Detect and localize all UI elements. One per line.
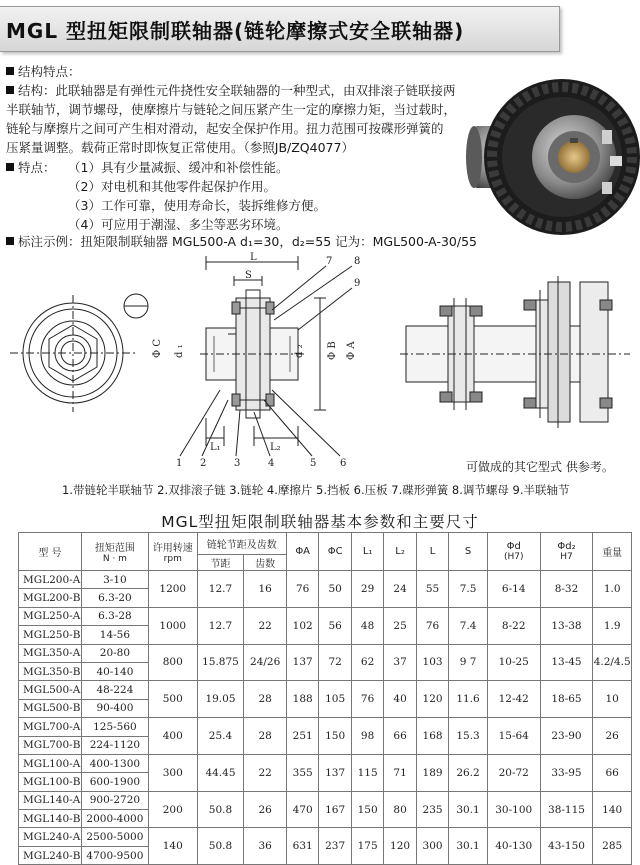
cell-torque: 2000-4000 [81,810,148,828]
cell-L1: 29 [351,571,383,608]
cell-torque: 125-560 [81,718,148,736]
alternative-form-view [400,276,630,428]
cell-d2: 38-115 [540,791,593,828]
cell-d2: 18-65 [540,681,593,718]
cell-model: MGL100-A [19,754,82,772]
cell-weight: 10 [593,681,632,718]
cell-pitch: 25.4 [197,718,244,755]
cell-L1: 48 [351,607,383,644]
cell-d1: 12-42 [487,681,540,718]
cell-teeth: 22 [244,607,287,644]
cell-torque: 400-1300 [81,754,148,772]
table-row [19,828,632,846]
square-bullet-icon [6,163,14,171]
cell-model: MGL140-B [19,810,82,828]
cell-A: 188 [286,681,318,718]
cell-weight: 140 [593,791,632,828]
cell-d2: 8-32 [540,571,593,608]
cell-model: MGL240-B [19,846,82,864]
cell-L: 235 [416,791,448,828]
col-S: S [449,533,488,571]
cell-pitch: 15.875 [197,644,244,681]
cell-L2: 37 [384,644,416,681]
cell-A: 355 [286,754,318,791]
cell-torque: 20-80 [81,644,148,662]
cell-speed: 300 [148,754,197,791]
intro-line: 链轮与摩擦片之间可产生相对滑动，起安全保护作用。扭力范围可按碟形弹簧的 [6,121,444,136]
col-d1: Φd (H7) [487,533,540,571]
dim-label-d2: d ₂ [294,344,305,358]
cell-L: 55 [416,571,448,608]
cell-L2: 80 [384,791,416,828]
coupling-product-photo [462,72,634,242]
dim-label-d1: d ₁ [174,344,185,358]
cell-weight: 26 [593,718,632,755]
structure-description [6,81,464,157]
cell-model: MGL500-A [19,681,82,699]
cell-pitch: 12.7 [197,607,244,644]
col-phiA: ΦA [286,533,318,571]
table-row [19,754,632,772]
cell-speed: 1000 [148,607,197,644]
intro-heading: 结构特点： [6,62,81,81]
cell-L1: 76 [351,681,383,718]
cell-S: 11.6 [449,681,488,718]
col-d2: Φd₂ H7 [540,533,593,571]
cell-teeth: 22 [244,754,287,791]
cell-teeth: 28 [244,718,287,755]
cell-teeth: 16 [244,571,287,608]
cell-d1: 15-64 [487,718,540,755]
table-row [19,718,632,736]
cell-torque: 48-224 [81,681,148,699]
cell-model: MGL250-A [19,607,82,625]
col-L: L [416,533,448,571]
cell-teeth: 28 [244,681,287,718]
cell-speed: 500 [148,681,197,718]
cell-d1: 10-25 [487,644,540,681]
cell-model: MGL350-B [19,662,82,680]
parts-legend: 1.带链轮半联轴节 2.双排滚子链 3.链轮 4.摩擦片 5.挡板 6.压板 7.碟形弹簧 8.调节螺母 9.半联轴节 [62,483,570,497]
cell-A: 137 [286,644,318,681]
cell-C: 137 [319,754,351,791]
features-list [6,158,466,234]
cell-L2: 24 [384,571,416,608]
cell-teeth: 24/26 [244,644,287,681]
cell-A: 76 [286,571,318,608]
dim-label-S: S [245,270,252,281]
cell-d1: 6-14 [487,571,540,608]
cell-A: 102 [286,607,318,644]
cell-speed: 400 [148,718,197,755]
page-title: MGL 型扭矩限制联轴器(链轮摩擦式安全联轴器) [6,18,465,43]
cell-A: 631 [286,828,318,865]
cell-L: 189 [416,754,448,791]
square-bullet-icon [6,237,14,245]
cell-C: 72 [319,644,351,681]
cell-S: 9 7 [449,644,488,681]
cell-torque: 6.3-28 [81,607,148,625]
cell-model: MGL250-B [19,626,82,644]
cell-torque: 90-400 [81,699,148,717]
feature-item: （3）工作可靠，使用寿命长，装拆维修方便。 [68,198,326,213]
cell-weight: 1.9 [593,607,632,644]
cell-pitch: 12.7 [197,571,244,608]
intro-line: 半联轴节，调节螺母，使摩擦片与链轮之间压紧产生一定的摩擦力矩，当过载时， [6,102,457,117]
cell-pitch: 44.45 [197,754,244,791]
page-header [0,6,560,52]
dim-label-phiA: Φ A [346,341,357,360]
feature-item: （4）可应用于潮湿、多尘等恶劣环境。 [68,217,289,232]
col-L2: L₂ [384,533,416,571]
callout-9: 9 [354,278,361,289]
feature-item: 特点： （1）具有少量减振、缓冲和补偿性能。 [6,158,466,177]
cell-weight: 66 [593,754,632,791]
callout-8: 8 [354,256,361,267]
cell-speed: 800 [148,644,197,681]
cell-A: 251 [286,718,318,755]
parameters-table [18,532,632,865]
col-weight: 重量 [593,533,632,571]
cell-model: MGL200-A [19,571,82,589]
cell-L: 120 [416,681,448,718]
cell-C: 167 [319,791,351,828]
table-row [19,607,632,625]
col-model: 型 号 [19,533,82,571]
cell-speed: 1200 [148,571,197,608]
table-row [19,644,632,662]
cell-model: MGL200-B [19,589,82,607]
table-row [19,571,632,589]
cell-torque: 4700-9500 [81,846,148,864]
col-torque: 扭矩范围 N · m [81,533,148,571]
cell-model: MGL240-A [19,828,82,846]
cell-pitch: 19.05 [197,681,244,718]
cell-teeth: 26 [244,791,287,828]
cell-L: 76 [416,607,448,644]
table-title: MGL型扭矩限制联轴器基本参数和主要尺寸 [161,513,479,531]
cell-pitch: 50.8 [197,828,244,865]
cell-d1: 20-72 [487,754,540,791]
cell-speed: 200 [148,791,197,828]
table-row [19,681,632,699]
dim-label-L: L [250,252,257,263]
marking-example: 标注示例：扭矩限制联轴器 MGL500-A d₁=30，d₂=55 记为：MGL500-A-30/55 [6,232,626,251]
cell-L: 103 [416,644,448,681]
cell-L2: 66 [384,718,416,755]
cell-L1: 115 [351,754,383,791]
dim-label-phiC: Φ C [152,338,163,358]
cell-torque: 3-10 [81,571,148,589]
cell-model: MGL100-B [19,773,82,791]
dim-label-phiB: Φ B [327,341,338,360]
cell-d2: 33-95 [540,754,593,791]
cell-torque: 224-1120 [81,736,148,754]
col-teeth: 齿数 [244,555,287,571]
cell-torque: 14-56 [81,626,148,644]
alternative-form-caption: 可做成的其它型式 供参考。 [466,460,614,474]
intro-line: 结构：此联轴器是有弹性元件挠性安全联轴器的一种型式，由双排滚子链联接两 [6,81,464,100]
cell-C: 56 [319,607,351,644]
table-body [19,571,632,865]
cell-d2: 23-90 [540,718,593,755]
cell-C: 105 [319,681,351,718]
cell-L2: 71 [384,754,416,791]
callout-7: 7 [326,256,333,267]
cell-speed: 140 [148,828,197,865]
callout-3: 3 [234,458,241,469]
callout-4: 4 [268,458,275,469]
dim-label-L2: L₂ [270,442,281,453]
cell-C: 150 [319,718,351,755]
cell-d2: 13-45 [540,644,593,681]
square-bullet-icon [6,86,14,94]
col-speed: 许用转速 rpm [148,533,197,571]
cell-model: MGL500-B [19,699,82,717]
cell-L: 168 [416,718,448,755]
cell-C: 237 [319,828,351,865]
cell-torque: 6.3-20 [81,589,148,607]
cell-A: 470 [286,791,318,828]
cell-torque: 900-2720 [81,791,148,809]
cell-model: MGL350-A [19,644,82,662]
cell-L1: 150 [351,791,383,828]
table-row [19,791,632,809]
cell-S: 7.4 [449,607,488,644]
callout-1: 1 [176,458,183,469]
cell-d1: 8-22 [487,607,540,644]
cell-S: 15.3 [449,718,488,755]
cell-torque: 600-1900 [81,773,148,791]
cell-L2: 25 [384,607,416,644]
cell-S: 30.1 [449,828,488,865]
feature-item: （2）对电机和其他零件起保护作用。 [68,179,276,194]
cell-weight: 285 [593,828,632,865]
dim-label-L1: L₁ [210,442,221,453]
cell-torque: 2500-5000 [81,828,148,846]
cell-L: 300 [416,828,448,865]
cell-weight: 1.0 [593,571,632,608]
square-bullet-icon [6,67,14,75]
cell-weight: 4.2/4.5 [593,644,632,681]
intro-line: 压紧量调整。载荷正常时即恢复正常使用。（参照JB/ZQ4077） [6,140,354,155]
cell-L2: 40 [384,681,416,718]
col-phiC: ΦC [319,533,351,571]
cell-S: 30.1 [449,791,488,828]
cell-pitch: 50.8 [197,791,244,828]
cell-S: 26.2 [449,754,488,791]
cell-d2: 13-38 [540,607,593,644]
cell-d1: 40-130 [487,828,540,865]
callout-6: 6 [340,458,347,469]
cell-model: MGL140-A [19,791,82,809]
callout-2: 2 [200,458,207,469]
cell-teeth: 36 [244,828,287,865]
cell-L1: 98 [351,718,383,755]
cell-L1: 62 [351,644,383,681]
col-chain: 链轮节距及齿数 [197,533,286,555]
cell-d2: 43-150 [540,828,593,865]
cell-model: MGL700-A [19,718,82,736]
callout-5: 5 [310,458,317,469]
cell-model: MGL700-B [19,736,82,754]
cell-torque: 40-140 [81,662,148,680]
col-L1: L₁ [351,533,383,571]
cell-d1: 30-100 [487,791,540,828]
cell-L2: 120 [384,828,416,865]
cell-S: 7.5 [449,571,488,608]
cell-L1: 175 [351,828,383,865]
front-view [10,294,148,412]
col-pitch: 节距 [197,555,244,571]
cell-C: 50 [319,571,351,608]
